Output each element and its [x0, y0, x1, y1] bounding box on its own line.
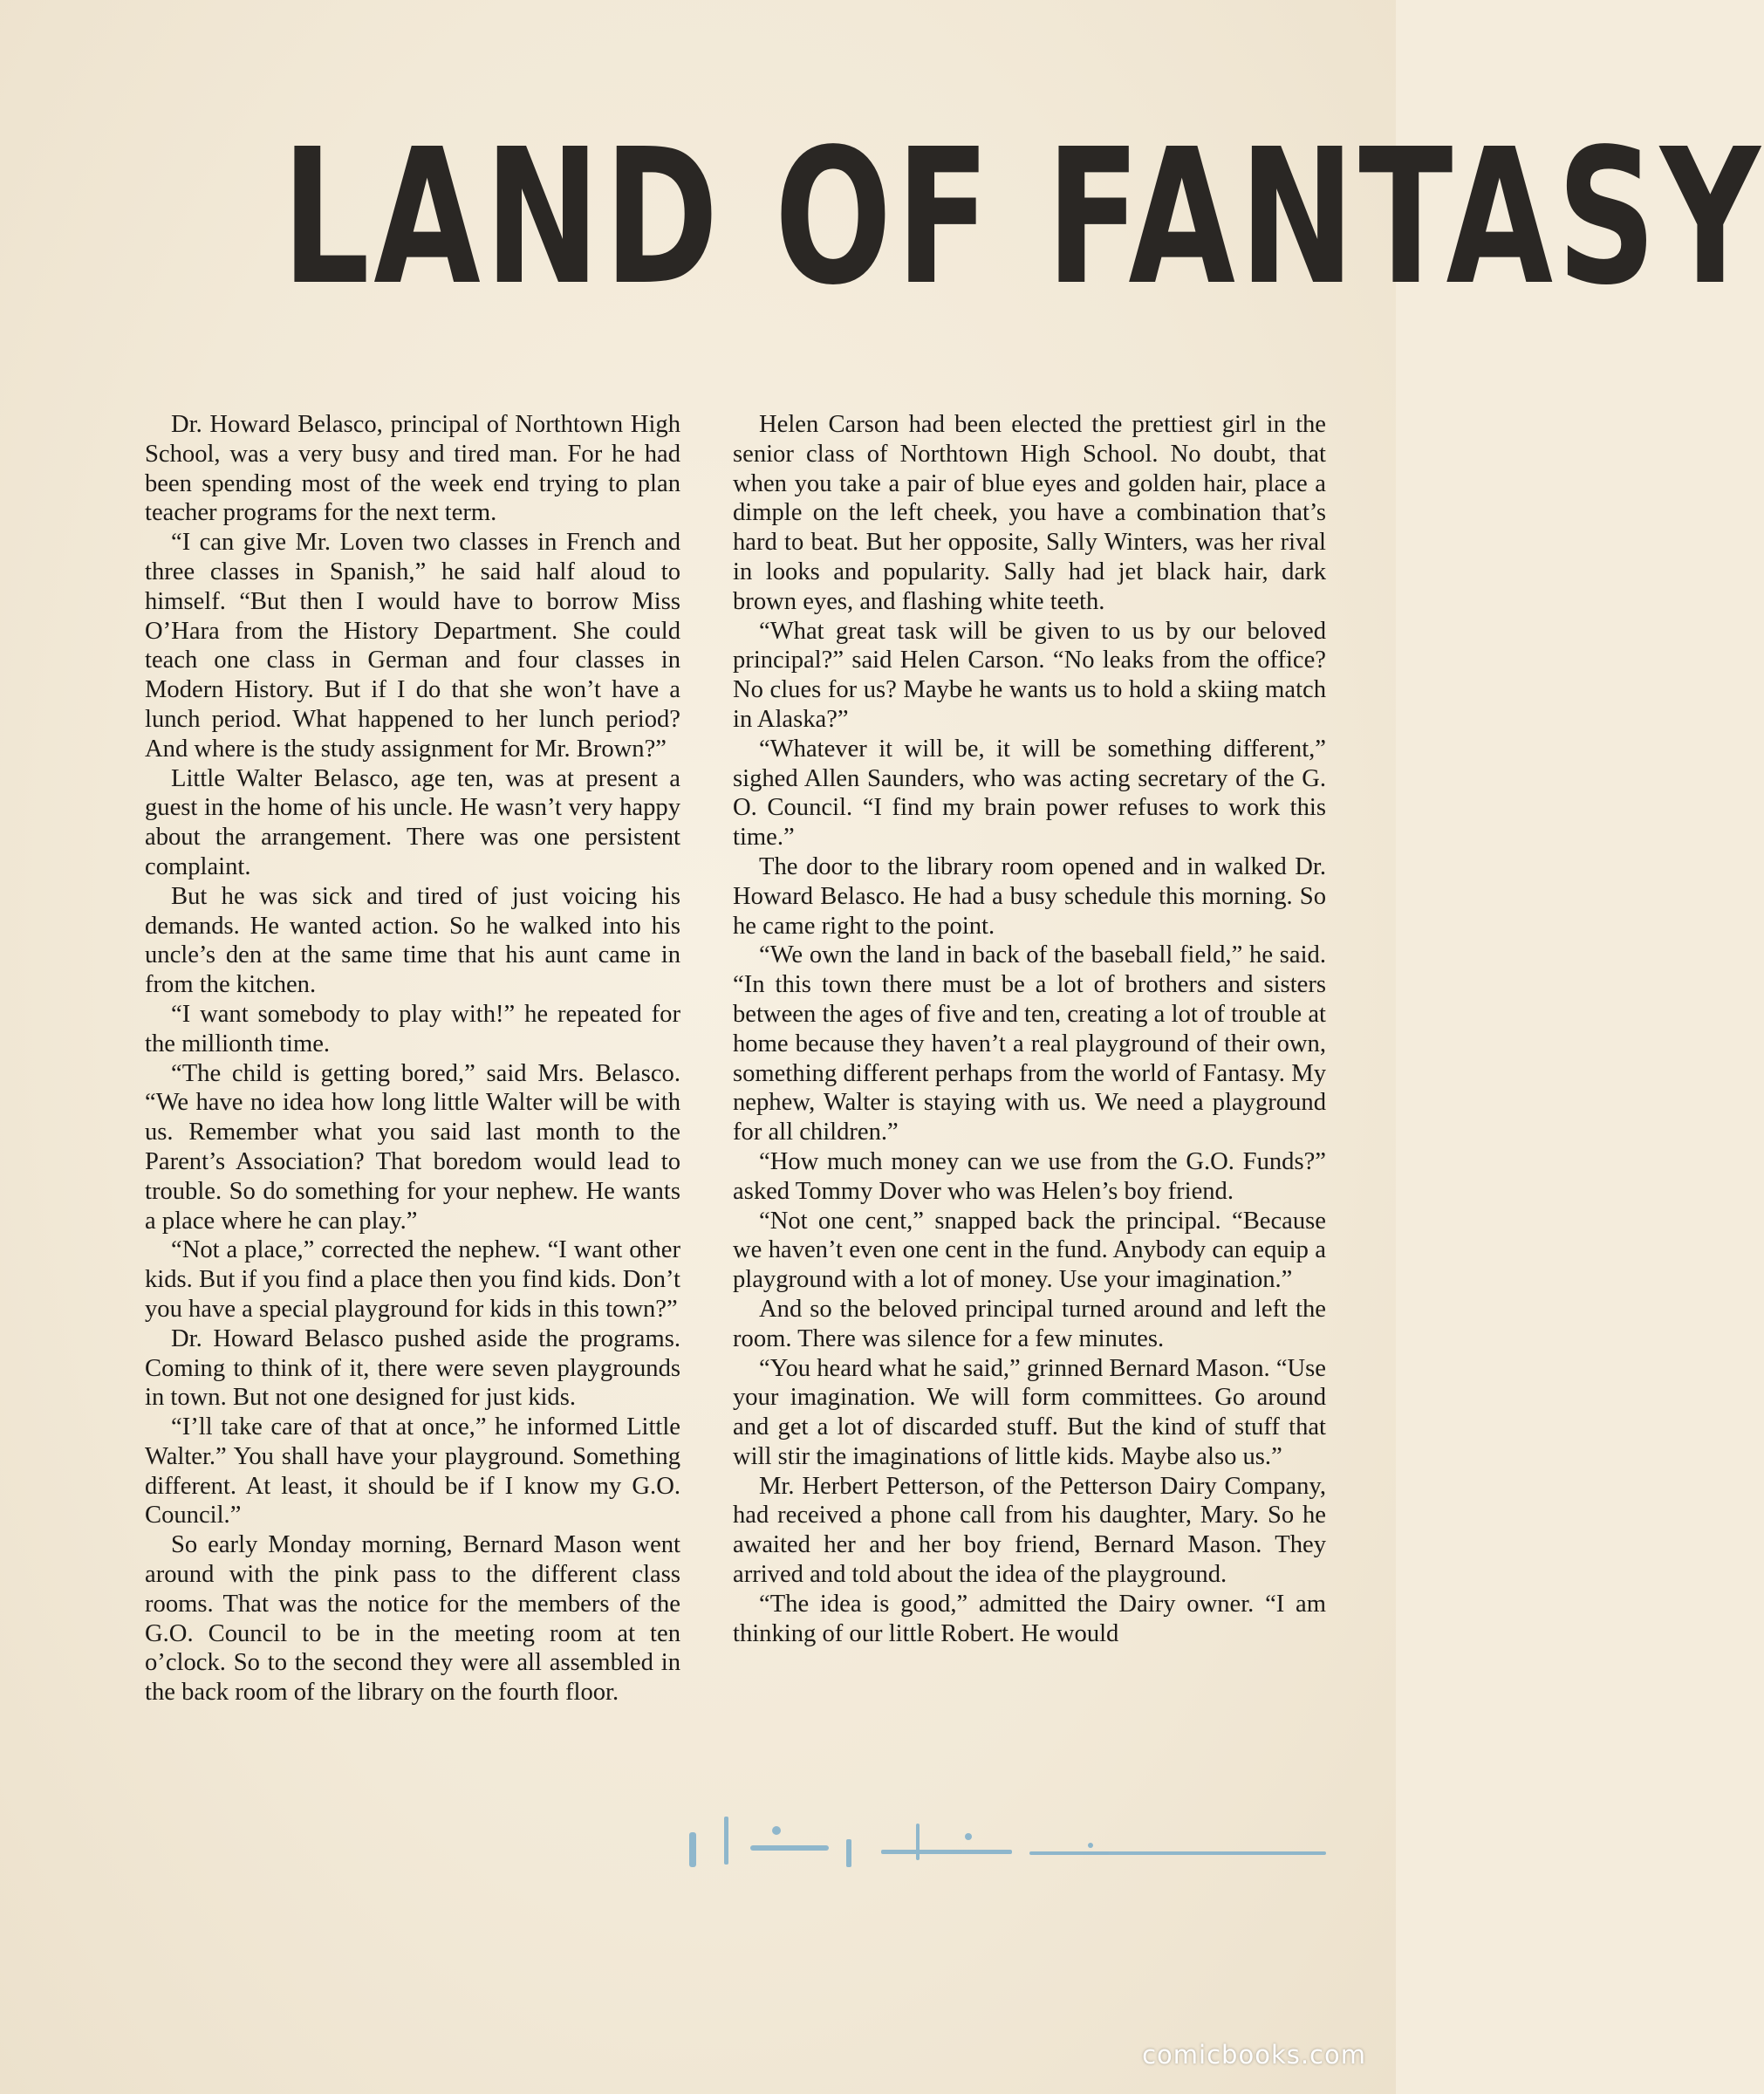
paragraph: The door to the library room opened and in walked Dr. Howard Belasco. He had a busy schedule this morning. So he came right to the point.: [733, 852, 1326, 940]
paragraph: “I want somebody to play with!” he repeated for the millionth time.: [145, 1000, 680, 1057]
paragraph: “The child is getting bored,” said Mrs. Belasco. “We have no idea how long little Walter will be with us. Remember what you said last month to the Parent’s Association? That boredom would lead to trouble. So do something for your nephew. He wants a place where he can play.”: [145, 1059, 680, 1235]
story-title: LAND OF FANTASY: [281, 109, 1764, 326]
paragraph: “What great task will be given to us by our beloved principal?” said Helen Carson. “No leaks from the office? No clues for us? Maybe he wants us to hold a skiing match in Alaska?”: [733, 617, 1326, 733]
paragraph: “How much money can we use from the G.O. Funds?” asked Tommy Dover who was Helen’s boy friend.: [733, 1147, 1326, 1205]
paragraph: “Not one cent,” snapped back the principal. “Because we haven’t even one cent in the fund. Anybody can equip a playground with a lot of money. Use your imagination.”: [733, 1207, 1326, 1294]
paragraph: And so the beloved principal turned around and left the room. There was silence for a few minutes.: [733, 1295, 1326, 1352]
paragraph: “We own the land in back of the baseball field,” he said. “In this town there must be a lot of brothers and sisters between the ages of five and ten, creating a lot of trouble at home because they haven’t a real playground of their own, something different perhaps from the world of Fantasy. My nephew, Walter is staying with us. We need a playground for all children.”: [733, 941, 1326, 1146]
paragraph: “Not a place,” corrected the nephew. “I want other kids. But if you find a place then you find kids. Don’t you have a special playground for kids in this town?”: [145, 1236, 680, 1323]
paragraph: Mr. Herbert Petterson, of the Petterson Dairy Company, had received a phone call from his daughter, Mary. So he awaited her and her boy friend, Bernard Mason. They arrived and told about the idea of the playground.: [733, 1472, 1326, 1589]
paragraph: “Whatever it will be, it will be something different,” sighed Allen Saunders, who was acting secretary of the G. O. Council. “I find my brain power refuses to work this time.”: [733, 735, 1326, 852]
paragraph: So early Monday morning, Bernard Mason went around with the pink pass to the different class rooms. That was the notice for the members of the G.O. Council to be in the meeting room at ten o’clock. So to the second they were all assembled in the back room of the library on the fourth floor.: [145, 1531, 680, 1707]
paragraph: “The idea is good,” admitted the Dairy owner. “I am thinking of our little Robert. He would: [733, 1590, 1326, 1647]
right-column: [733, 410, 1326, 1648]
ink-smudge: [462, 1797, 1335, 1876]
paragraph: “I can give Mr. Loven two classes in French and three classes in Spanish,” he said half aloud to himself. “But then I would have to borrow Miss O’Hara from the History Department. She could teach one class in German and four classes in Modern History. But if I do that she won’t have a lunch period. What happened to her lunch period? And where is the study assignment for Mr. Brown?”: [145, 529, 680, 763]
paragraph: Little Walter Belasco, age ten, was at present a guest in the home of his uncle. He wasn’t very happy about the arrangement. There was one persistent complaint.: [145, 764, 680, 880]
paragraph: But he was sick and tired of just voicing his demands. He wanted action. So he walked into his uncle’s den at the same time that his aunt came in from the kitchen.: [145, 882, 680, 999]
paragraph: Dr. Howard Belasco, principal of Northtown High School, was a very busy and tired man. For he had been spending most of the week end trying to plan teacher programs for the next term.: [145, 411, 680, 527]
watermark-text: comicbooks.com: [1142, 2040, 1366, 2070]
paragraph: “I’ll take care of that at once,” he informed Little Walter.” You shall have your playground. Something different. At least, it should be if I know my G.O. Council.”: [145, 1413, 680, 1529]
left-column: [145, 410, 680, 1707]
paragraph: Helen Carson had been elected the prettiest girl in the senior class of Northtown High School. No doubt, that when you take a pair of blue eyes and golden hair, place a dimple on the left cheek, you have a combination that’s hard to beat. But her opposite, Sally Winters, was her rival in looks and popularity. Sally had jet black hair, dark brown eyes, and flashing white teeth.: [733, 411, 1326, 615]
paragraph: “You heard what he said,” grinned Bernard Mason. “Use your imagination. We will form committees. Go around and get a lot of discarded stuff. But the kind of stuff that will stir the imaginations of little kids. Maybe also us.”: [733, 1354, 1326, 1470]
paragraph: Dr. Howard Belasco pushed aside the programs. Coming to think of it, there were seven playgrounds in town. But not one designed for just kids.: [145, 1324, 680, 1412]
